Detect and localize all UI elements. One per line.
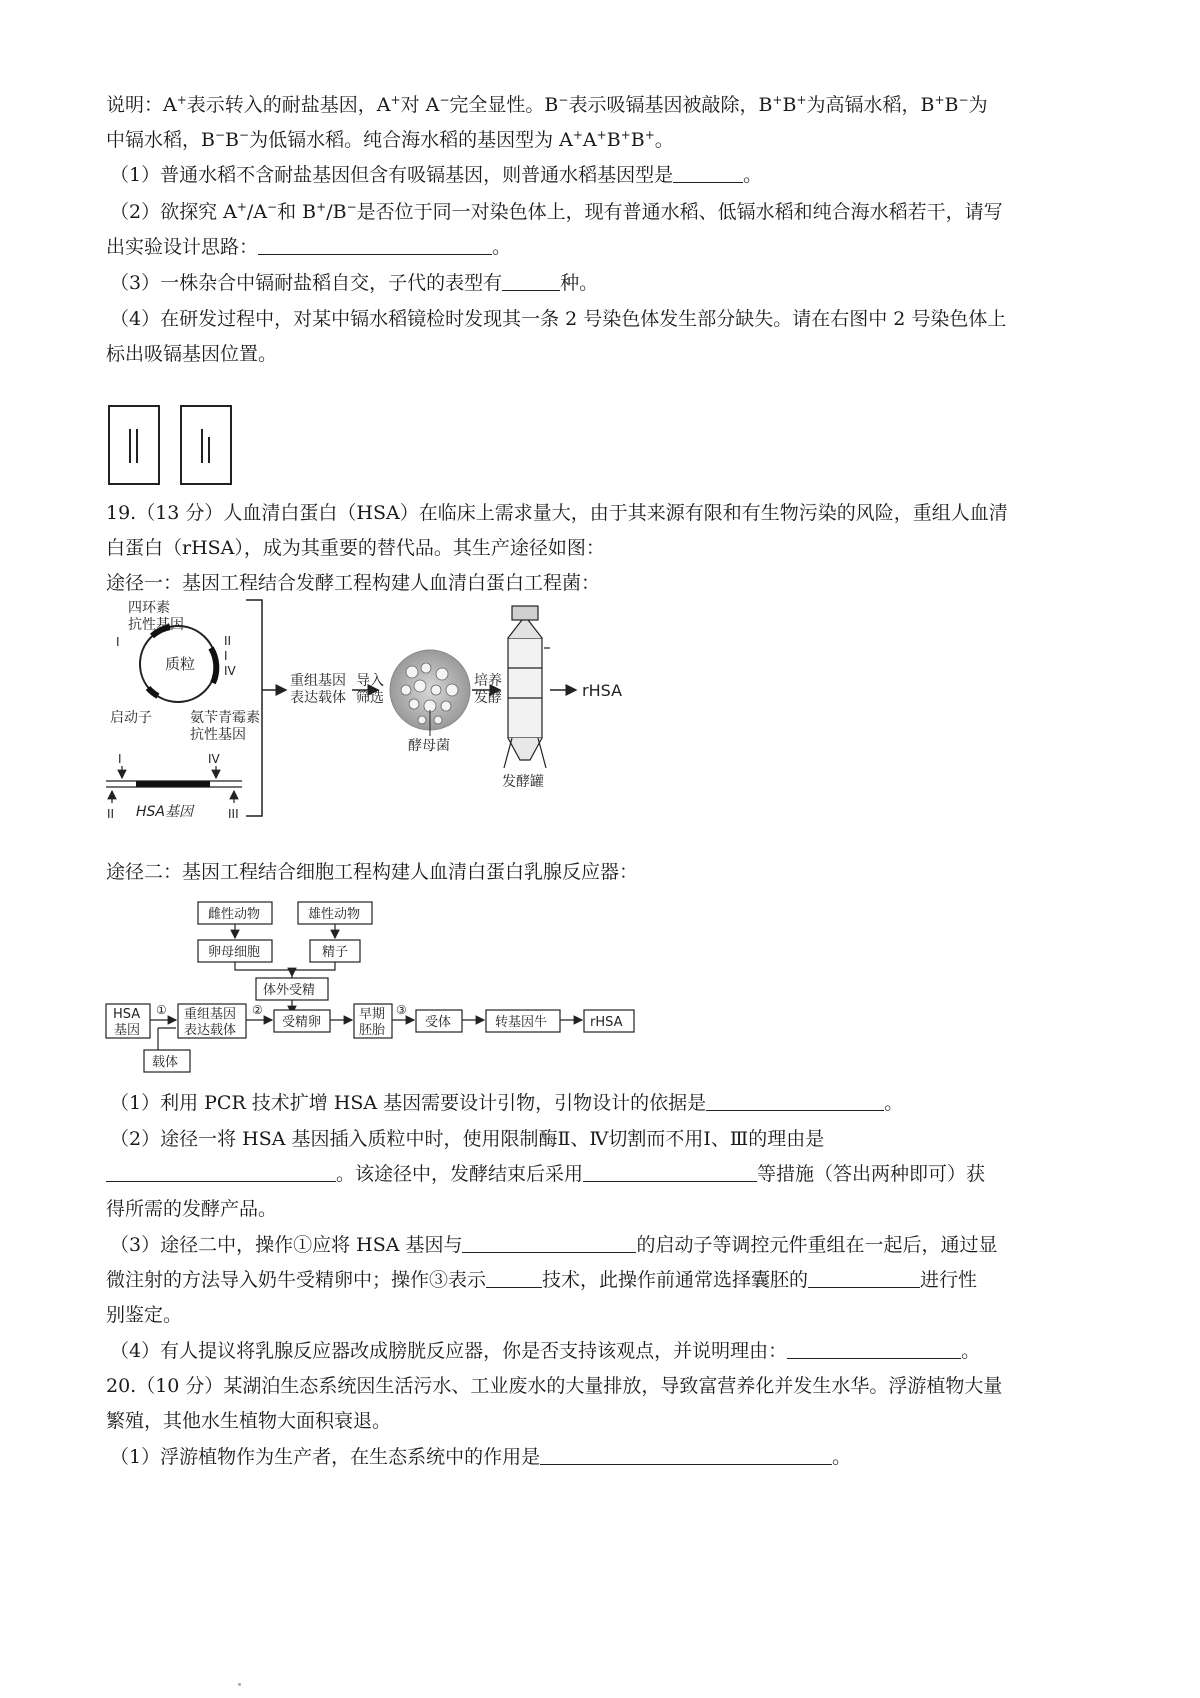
answer-blank[interactable] bbox=[502, 272, 560, 291]
answer-blank[interactable] bbox=[540, 1446, 832, 1465]
answer-blank[interactable] bbox=[486, 1269, 542, 1288]
oocyte-label: 卵母细胞 bbox=[208, 945, 261, 960]
q19-part-2-line-1: （2）途径一将 HSA 基因插入质粒中时，使用限制酶Ⅱ、Ⅳ切割而不用Ⅰ、Ⅲ的理由是 bbox=[110, 1128, 825, 1150]
q20-title-line-1: 20.（10 分）某湖泊生态系统因生活污水、工业废水的大量排放，导致富营养化并发生水华。浮游植物大量 bbox=[106, 1375, 1003, 1397]
answer-blank[interactable] bbox=[673, 164, 743, 183]
hsa-gene-label: HSA基因 bbox=[136, 804, 193, 820]
site-label: I bbox=[118, 752, 122, 766]
q18-part-3: （3）一株杂合中镉耐盐稻自交，子代的表型有 种。 bbox=[110, 272, 599, 294]
chromosome-bar bbox=[136, 429, 138, 463]
q18-part-4-line-1: （4）在研发过程中，对某中镉水稻镜检时发现其一条 2 号染色体发生部分缺失。请在右图中 2 号染色体上 bbox=[110, 308, 1007, 330]
site-label: I bbox=[116, 635, 120, 649]
q19-part-3-line-3: 别鉴定。 bbox=[106, 1304, 183, 1326]
male-animal-label: 雄性动物 bbox=[308, 907, 361, 922]
vector-box-diagram bbox=[140, 1048, 210, 1078]
sperm-label: 精子 bbox=[322, 945, 349, 960]
q19-part-1: （1）利用 PCR 技术扩增 HSA 基因需要设计引物，引物设计的依据是 。 bbox=[110, 1092, 904, 1114]
answer-blank[interactable] bbox=[258, 236, 492, 255]
site-label: I bbox=[224, 649, 228, 663]
q18-part-4-line-2: 标出吸镉基因位置。 bbox=[106, 343, 278, 365]
answer-blank[interactable] bbox=[787, 1340, 961, 1359]
q18-part-2-line-2: 出实验设计思路： 。 bbox=[106, 236, 512, 258]
introduce-label: 导入 bbox=[356, 673, 384, 689]
amp-gene-segment bbox=[211, 648, 216, 683]
ferment-label: 发酵 bbox=[474, 690, 502, 706]
chromosome-box-normal bbox=[108, 405, 160, 485]
female-animal-label: 雌性动物 bbox=[208, 907, 261, 922]
amp-resistance-label: 氨苄青霉素 bbox=[190, 710, 260, 726]
q19-title-line-1: 19.（13 分）人血清白蛋白（HSA）在临床上需求量大，由于其来源有限和有生物污染的风险，重组人血清 bbox=[106, 502, 1008, 524]
q18-part-1: （1）普通水稻不含耐盐基因但含有吸镉基因，则普通水稻基因型是 。 bbox=[110, 164, 763, 186]
recipient-label: 受体 bbox=[425, 1015, 452, 1030]
genotype-note-line-2: 中镉水稻，B−B−为低镉水稻。纯合海水稻的基因型为 A+A+B+B+。 bbox=[106, 128, 674, 151]
site-label: IV bbox=[224, 664, 236, 678]
route-1-heading: 途径一：基因工程结合发酵工程构建人血清白蛋白工程菌： bbox=[106, 572, 601, 594]
page-speck bbox=[238, 1683, 241, 1686]
route-2-heading: 途径二：基因工程结合细胞工程构建人血清白蛋白乳腺反应器： bbox=[106, 861, 639, 883]
recombinant-vector-label: 重组基因 bbox=[290, 673, 346, 689]
answer-blank[interactable] bbox=[706, 1092, 884, 1111]
plasmid-label: 质粒 bbox=[165, 655, 196, 673]
recombinant-vector-label-2: 表达载体 bbox=[290, 690, 346, 706]
yeast-label: 酵母菌 bbox=[408, 738, 450, 754]
hsa-gene-label-2: 基因 bbox=[114, 1023, 141, 1038]
tank-label: 发酵罐 bbox=[502, 774, 544, 790]
step-3-marker: ③ bbox=[396, 1003, 407, 1017]
q19-part-2-line-2: 。该途径中，发酵结束后采用 等措施（答出两种即可）获 bbox=[106, 1161, 985, 1187]
ivf-label: 体外受精 bbox=[263, 983, 316, 998]
site-label: III bbox=[228, 807, 239, 821]
rhsa-product-label: rHSA bbox=[582, 681, 623, 700]
site-label: II bbox=[224, 634, 232, 648]
tet-resistance-label: 四环素 bbox=[128, 600, 170, 616]
answer-blank[interactable] bbox=[106, 1163, 336, 1182]
step-2-marker: ② bbox=[252, 1003, 263, 1017]
q19-title-line-2: 白蛋白（rHSA），成为其重要的替代品。其生产途径如图： bbox=[106, 537, 605, 559]
early-embryo-label-2: 胚胎 bbox=[359, 1023, 386, 1038]
hsa-gene-label: HSA bbox=[113, 1007, 141, 1022]
route-2-diagram bbox=[100, 900, 660, 1050]
bracket bbox=[246, 600, 262, 816]
recombinant-vector-label: 重组基因 bbox=[184, 1007, 237, 1022]
vector-label: 载体 bbox=[152, 1055, 179, 1070]
early-embryo-label: 早期 bbox=[359, 1007, 386, 1022]
step-1-marker: ① bbox=[156, 1003, 167, 1017]
q18-part-2-line-1: （2）欲探究 A+/A−和 B+/B−是否位于同一对染色体上，现有普通水稻、低镉水稻和纯合海水稻若干，请写 bbox=[110, 200, 1003, 223]
q19-part-4: （4）有人提议将乳腺反应器改成膀胱反应器，你是否支持该观点，并说明理由： 。 bbox=[110, 1340, 981, 1362]
tet-resistance-label-2: 抗性基因 bbox=[128, 617, 184, 633]
site-label: IV bbox=[208, 752, 220, 766]
screen-label: 筛选 bbox=[356, 690, 384, 706]
site-label: II bbox=[107, 807, 115, 821]
chromosome-box-deleted bbox=[180, 405, 232, 485]
chromosome-bar bbox=[201, 429, 203, 463]
q19-part-2-line-3: 得所需的发酵产品。 bbox=[106, 1198, 278, 1220]
answer-blank[interactable] bbox=[462, 1234, 636, 1253]
promoter-label: 启动子 bbox=[110, 710, 152, 726]
q19-part-3-line-1: （3）途径二中，操作①应将 HSA 基因与 的启动子等调控元件重组在一起后，通过显 bbox=[110, 1234, 998, 1256]
zygote-label: 受精卵 bbox=[282, 1015, 322, 1030]
genotype-note-line-1: 说明：A+表示转入的耐盐基因，A+对 A−完全显性。B−表示吸镉基因被敲除，B+B+为高镉水稻，B+B−为 bbox=[106, 93, 988, 116]
transgenic-cow-label: 转基因牛 bbox=[495, 1015, 548, 1030]
answer-blank[interactable] bbox=[583, 1163, 757, 1182]
q19-part-3-line-2: 微注射的方法导入奶牛受精卵中；操作③表示 技术，此操作前通常选择囊胚的 进行性 bbox=[106, 1269, 978, 1291]
fermentation-tank bbox=[504, 606, 550, 768]
q20-title-line-2: 繁殖，其他水生植物大面积衰退。 bbox=[106, 1410, 392, 1432]
chromosome-bar bbox=[129, 429, 131, 463]
route-1-diagram bbox=[100, 598, 660, 848]
culture-label: 培养 bbox=[474, 673, 502, 689]
hsa-gene-segment bbox=[136, 781, 210, 787]
chromosome-bar-partial bbox=[208, 437, 210, 463]
q20-part-1: （1）浮游植物作为生产者，在生态系统中的作用是 。 bbox=[110, 1446, 852, 1468]
rhsa-label: rHSA bbox=[590, 1015, 623, 1030]
answer-blank[interactable] bbox=[808, 1269, 920, 1288]
promoter-segment bbox=[148, 688, 158, 696]
recombinant-vector-label-2: 表达载体 bbox=[184, 1023, 237, 1038]
amp-resistance-label-2: 抗性基因 bbox=[190, 727, 246, 743]
